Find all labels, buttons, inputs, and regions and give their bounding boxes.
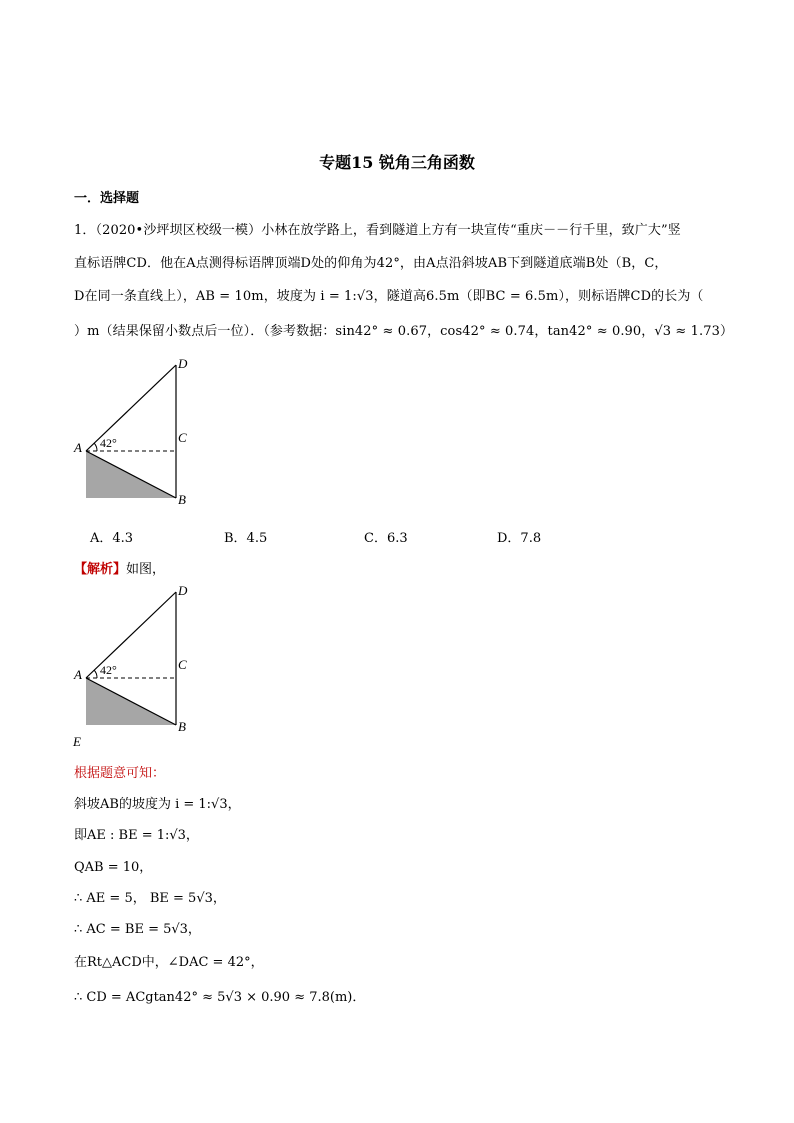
label-c: C (178, 430, 187, 445)
label-d: D (178, 583, 188, 598)
angle-arc (94, 443, 97, 451)
solution-line-3: 即AE : BE = 1:√3， (74, 828, 199, 843)
angle-label: 42° (100, 663, 117, 677)
option-b[interactable]: B．4.5 (224, 531, 268, 546)
solution-figure (70, 582, 200, 752)
solution-line-2: 斜坡AB的坡度为 i = 1:√3， (74, 797, 241, 812)
label-d: D (178, 356, 188, 371)
question-figure (70, 355, 200, 515)
angle-label: 42° (100, 436, 117, 450)
solution-line-7: 在Rt△ACD中，∠DAC = 42°， (74, 955, 264, 970)
section-heading: 一．选择题 (74, 191, 140, 206)
option-a[interactable]: A．4.3 (90, 531, 134, 546)
angle-arc (94, 670, 97, 678)
label-b: B (178, 719, 186, 734)
question-line-4: ）m（结果保留小数点后一位）．（参考数据：sin42° ≈ 0.67，cos42° ≈ 0.74，tan42° ≈ 0.90，√3 ≈ 1.73） (74, 324, 734, 339)
solution-line-1: 根据题意可知： (74, 766, 166, 781)
solution-intro: 如图， (126, 562, 166, 577)
solution-line-6: ∴ AC = BE = 5√3， (74, 922, 201, 937)
question-line-3: D在同一条直线上），AB = 10m，坡度为 i = 1:√3，隧道高6.5m（即BC = 6.5m），则标语牌CD的长为（ (74, 289, 704, 304)
label-a: A (74, 440, 82, 455)
solution-line-5: ∴ AE = 5， BE = 5√3， (74, 891, 226, 906)
solution-header (74, 558, 165, 577)
solution-line-4: QAB = 10， (74, 860, 153, 875)
question-line-2: 直标语牌CD．他在A点测得标语牌顶端D处的仰角为42°，由A点沿斜坡AB下到隧道底端B处（B，C， (74, 256, 668, 271)
label-a: A (74, 667, 82, 682)
question-line-1: 1．（2020•沙坪坝区校级一模）小林在放学路上，看到隧道上方有一块宣传“重庆－－行千里，致广大”竖 (74, 223, 681, 238)
label-b: B (178, 492, 186, 507)
option-c[interactable]: C．6.3 (364, 531, 408, 546)
option-d[interactable]: D．7.8 (497, 531, 542, 546)
solution-line-8: ∴ CD = ACgtan42° ≈ 5√3 × 0.90 ≈ 7.8(m)． (74, 990, 366, 1005)
page-title: 专题15 锐角三角函数 (319, 153, 475, 172)
label-e: E (73, 734, 81, 749)
solution-label: 【解析】 (74, 562, 127, 577)
label-c: C (178, 657, 187, 672)
